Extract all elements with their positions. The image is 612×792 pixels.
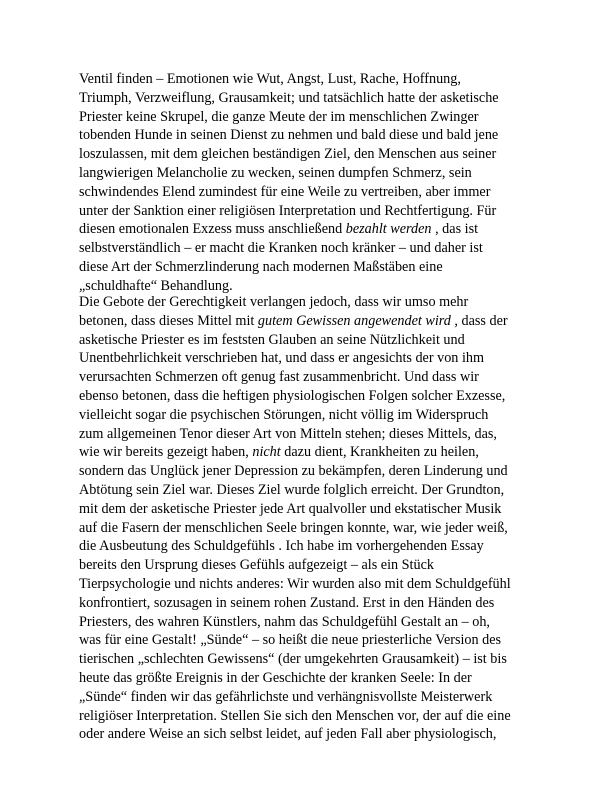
text-line: oder andere Weise an sich selbst leidet, auf jeden Fall aber physiologisch,: [79, 726, 497, 743]
text-line: Ventil finden – Emotionen wie Wut, Angst, Lust, Rache, Hoffnung,: [79, 71, 461, 87]
text-line: ebenso betonen, dass die heftigen physiologischen Folgen solcher Exzesse,: [79, 387, 506, 404]
text-line: auf die Fasern der menschlichen Seele bringen konnte, war, wie jeder weiß,: [79, 519, 508, 536]
text-line: tierischen „schlechten Gewissens“ (der umgekehrten Grausamkeit) – ist bis: [79, 651, 507, 668]
text-line: verursachten Schmerzen oft genug fast zusammenbricht. Und dass wir: [79, 369, 479, 386]
text-line: was für eine Gestalt! „Sünde“ – so heißt die neue priesterliche Version des: [79, 632, 502, 649]
text-line: religiöser Interpretation. Stellen Sie sich den Menschen vor, der auf die eine: [79, 707, 511, 724]
text-line: selbstverständlich – er macht die Kranken noch kränker – und daher ist: [79, 240, 483, 257]
text-line: tobenden Hunde in seinen Dienst zu nehmen und bald diese und bald jene: [79, 127, 499, 144]
text-line: betonen, dass dieses Mittel mit gutem Gewissen angewendet wird , dass der: [79, 312, 508, 329]
emphasis: bezahlt werden: [345, 221, 432, 238]
text-line: asketische Priester es im feststen Glauben an seine Nützlichkeit und: [79, 331, 465, 348]
text-line: diesen emotionalen Exzess muss anschließend bezahlt werden , das ist: [79, 221, 479, 238]
paragraph-1: [79, 70, 539, 296]
emphasis: gutem Gewissen angewendet wird: [257, 312, 451, 329]
text-line: sondern das Unglück jener Depression zu bekämpfen, deren Linderung und: [79, 463, 508, 480]
text-line: heute das größte Ereignis in der Geschichte der kranken Seele: In der: [79, 669, 472, 686]
text-line: Unentbehrlichkeit verschrieben hat, und dass er angesichts der von ihm: [79, 350, 485, 367]
text-line: zum allgemeinen Tenor dieser Art von Mitteln stehen; dieses Mittels, das,: [79, 425, 497, 442]
text-line: bereits den Ursprung dieses Gefühls aufgezeigt – als ein Stück: [79, 557, 434, 574]
text-line: wie wir bereits gezeigt haben, nicht dazu dient, Krankheiten zu heilen,: [79, 444, 479, 461]
text-line: „Sünde“ finden wir das gefährlichste und verhängnisvollste Meisterwerk: [79, 688, 493, 705]
text-line: die Ausbeutung des Schuldgefühls . Ich habe im vorhergehenden Essay: [79, 538, 484, 555]
text-line: Triumph, Verzweiflung, Grausamkeit; und tatsächlich hatte der asketische: [79, 89, 499, 106]
text-line: unter der Sanktion einer religiösen Interpretation und Rechtfertigung. Für: [79, 202, 497, 219]
text-line: schwindendes Elend zumindest für eine Weile zu vertreiben, aber immer: [79, 183, 491, 200]
text-line: Priesters, des wahren Künstlers, nahm das Schuldgefühl Gestalt an – oh,: [79, 613, 490, 630]
text-line: vielleicht sogar die psychischen Störungen, nicht völlig im Widerspruch: [79, 406, 489, 423]
text-line: langwierigen Melancholie zu wecken, seinen dumpfen Schmerz, sein: [79, 164, 472, 181]
text-line: Abtötung sein Ziel war. Dieses Ziel wurde folglich erreicht. Der Grundton,: [79, 481, 505, 498]
paragraph-2: [79, 293, 539, 744]
emphasis: nicht: [252, 444, 281, 461]
text-line: diese Art der Schmerzlinderung nach modernen Maßstäben eine: [79, 258, 443, 275]
text-line: konfrontiert, sozusagen in seinem rohen Zustand. Erst in den Händen des: [79, 594, 495, 611]
text-line: Tierpsychologie und nichts anderes: Wir wurden also mit dem Schuldgefühl: [79, 575, 511, 592]
text-line: mit dem der asketische Priester jede Art qualvoller und ekstatischer Musik: [79, 500, 502, 517]
text-line: Die Gebote der Gerechtigkeit verlangen jedoch, dass wir umso mehr: [79, 294, 469, 310]
text-line: loszulassen, mit dem gleichen beständigen Ziel, den Menschen aus seiner: [79, 146, 497, 163]
text-line: „schuldhafte“ Behandlung.: [79, 277, 233, 294]
text-line: Priester keine Skrupel, die ganze Meute der im menschlichen Zwinger: [79, 108, 479, 125]
